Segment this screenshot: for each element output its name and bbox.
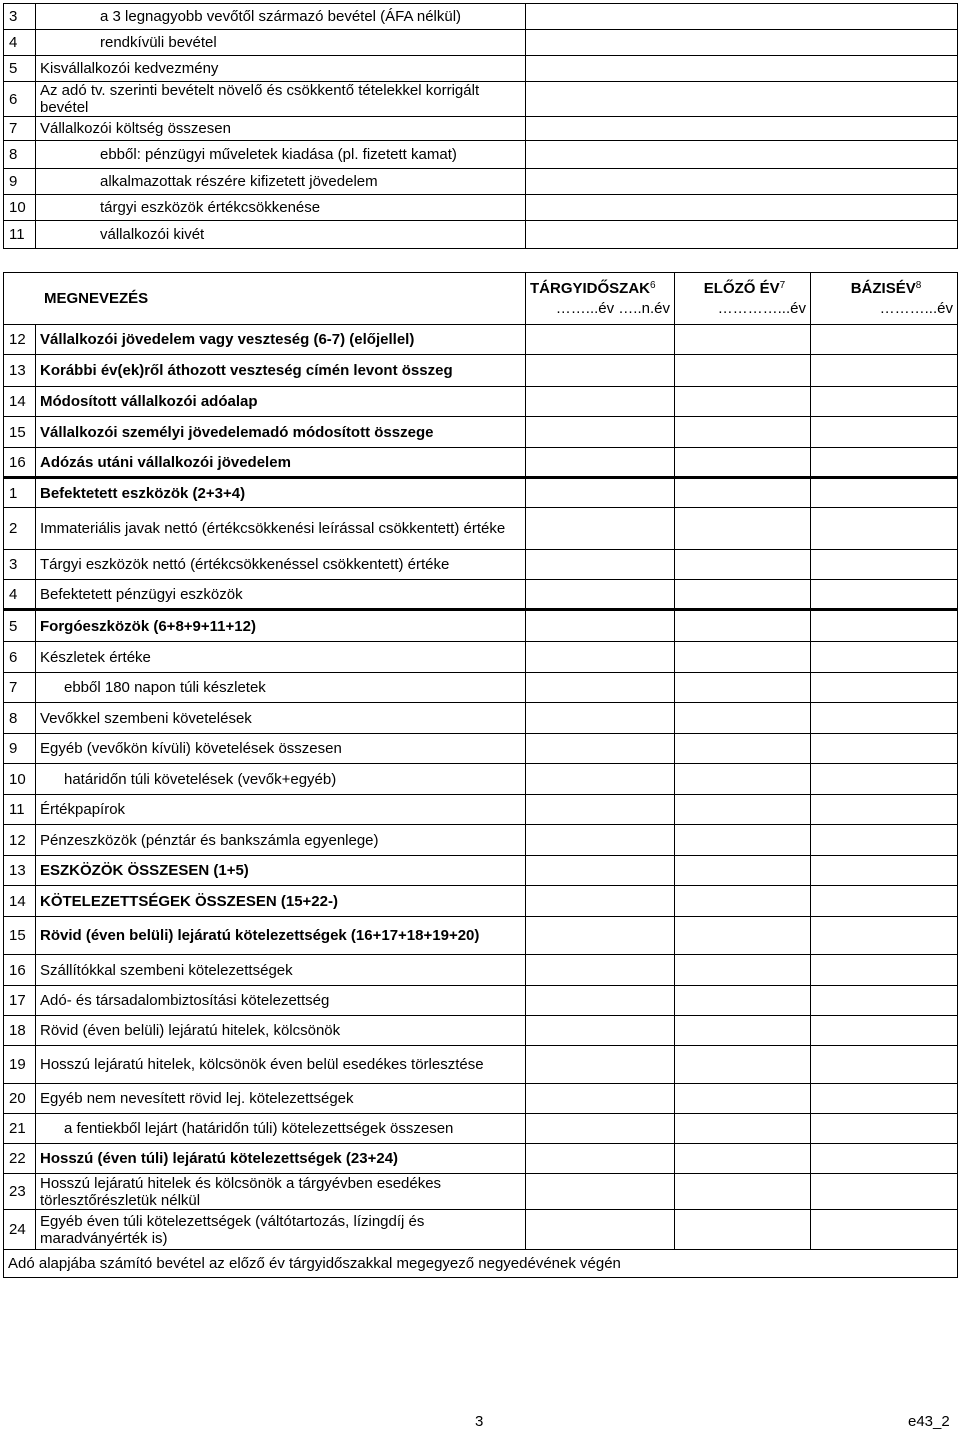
value-cell[interactable]: [526, 795, 675, 825]
value-cell[interactable]: [526, 82, 958, 117]
value-cell[interactable]: [675, 917, 811, 955]
row-number: 18: [4, 1016, 36, 1046]
row-label: Befektetett pénzügyi eszközök: [36, 580, 526, 610]
row-number: 14: [4, 387, 36, 417]
row-label: vállalkozói kivét: [36, 221, 526, 249]
value-cell[interactable]: [675, 795, 811, 825]
form-code: e43_2: [908, 1413, 950, 1430]
value-cell[interactable]: [675, 580, 811, 610]
table-row: [4, 1250, 958, 1278]
row-label: Rövid (éven belüli) lejáratú kötelezettségek (16+17+18+19+20): [36, 917, 526, 955]
table-row: [4, 1084, 958, 1114]
row-label: alkalmazottak részére kifizetett jövedelem: [36, 169, 526, 195]
value-cell[interactable]: [526, 580, 675, 610]
value-cell[interactable]: [526, 4, 958, 30]
row-number: 11: [4, 795, 36, 825]
row-label: Immateriális javak nettó (értékcsökkenési leírással csökkentett) értéke: [36, 508, 526, 550]
value-cell[interactable]: [811, 703, 958, 734]
row-number: 15: [4, 917, 36, 955]
value-cell[interactable]: [526, 221, 958, 249]
table-row: [4, 673, 958, 703]
value-cell[interactable]: [811, 580, 958, 610]
row-label: Hosszú lejáratú hitelek, kölcsönök éven belül esedékes törlesztése: [36, 1046, 526, 1084]
value-cell[interactable]: [811, 417, 958, 448]
value-cell[interactable]: [675, 642, 811, 673]
row-label: Vevőkkel szembeni követelések: [36, 703, 526, 734]
row-label: Vállalkozói személyi jövedelemadó módosított összege: [36, 417, 526, 448]
value-cell[interactable]: [811, 1174, 958, 1210]
row-number: 22: [4, 1144, 36, 1174]
row-number: 5: [4, 56, 36, 82]
row-label: Készletek értéke: [36, 642, 526, 673]
value-cell[interactable]: [526, 478, 675, 508]
value-cell[interactable]: [675, 856, 811, 886]
row-number: 9: [4, 734, 36, 764]
value-cell[interactable]: [675, 703, 811, 734]
value-cell[interactable]: [811, 764, 958, 795]
row-label: ebből: pénzügyi műveletek kiadása (pl. fizetett kamat): [36, 141, 526, 169]
value-cell[interactable]: [811, 642, 958, 673]
value-cell[interactable]: [811, 550, 958, 580]
base-year-title: BÁZISÉV: [850, 280, 916, 297]
table-row: [4, 4, 958, 30]
value-cell[interactable]: [675, 1114, 811, 1144]
table-row: [4, 478, 958, 508]
row-label: a 3 legnagyobb vevőtől származó bevétel (ÁFA nélkül): [36, 4, 526, 30]
value-cell[interactable]: [526, 610, 675, 642]
row-label: Korábbi év(ek)ről áthozott veszteség címén levont összeg: [36, 355, 526, 387]
value-cell[interactable]: [811, 387, 958, 417]
value-cell[interactable]: [526, 886, 675, 917]
table-row: [4, 508, 958, 550]
table-row: [4, 917, 958, 955]
value-cell[interactable]: [675, 610, 811, 642]
row-label: Módosított vállalkozói adóalap: [36, 387, 526, 417]
value-cell[interactable]: [526, 1144, 675, 1174]
value-cell[interactable]: [526, 673, 675, 703]
value-cell[interactable]: [811, 886, 958, 917]
row-number: 14: [4, 886, 36, 917]
row-number: 12: [4, 325, 36, 355]
row-label: Forgóeszközök (6+8+9+11+12): [36, 610, 526, 642]
row-label: KÖTELEZETTSÉGEK ÖSSZESEN (15+22-): [36, 886, 526, 917]
row-number: 11: [4, 221, 36, 249]
value-cell[interactable]: [526, 448, 675, 478]
row-number: 13: [4, 856, 36, 886]
row-number: 21: [4, 1114, 36, 1144]
row-label: Kisvállalkozói kedvezmény: [36, 56, 526, 82]
value-cell[interactable]: [811, 1114, 958, 1144]
value-cell[interactable]: [526, 825, 675, 856]
row-label: Szállítókkal szembeni kötelezettségek: [36, 955, 526, 986]
row-number: 15: [4, 417, 36, 448]
row-number: 6: [4, 642, 36, 673]
row-label: Tárgyi eszközök nettó (értékcsökkenéssel csökkentett) értéke: [36, 550, 526, 580]
value-cell[interactable]: [526, 856, 675, 886]
value-cell[interactable]: [811, 917, 958, 955]
value-cell[interactable]: [675, 1174, 811, 1210]
row-label: Az adó tv. szerinti bevételt növelő és csökkentő tételekkel korrigált bevétel: [36, 82, 526, 117]
value-cell[interactable]: [811, 478, 958, 508]
value-cell[interactable]: [675, 417, 811, 448]
column-header-base-year: [811, 273, 958, 325]
value-cell[interactable]: [526, 169, 958, 195]
row-label: Egyéb éven túli kötelezettségek (váltótartozás, lízingdíj és maradványérték is): [36, 1210, 526, 1250]
value-cell[interactable]: [526, 30, 958, 56]
value-cell[interactable]: [526, 117, 958, 141]
row-label: Befektetett eszközök (2+3+4): [36, 478, 526, 508]
value-cell[interactable]: [811, 610, 958, 642]
value-cell[interactable]: [526, 1114, 675, 1144]
row-label: rendkívüli bevétel: [36, 30, 526, 56]
footnote-ref: 6: [650, 280, 656, 291]
page-number: 3: [475, 1413, 484, 1430]
table-row: [4, 580, 958, 610]
value-cell[interactable]: [526, 1174, 675, 1210]
value-cell[interactable]: [675, 1046, 811, 1084]
table-row: [4, 448, 958, 478]
value-cell[interactable]: [526, 642, 675, 673]
value-cell[interactable]: [675, 886, 811, 917]
current-period-subtitle: ……...év …..n.év: [555, 300, 670, 317]
value-cell[interactable]: [811, 1144, 958, 1174]
table-row: [4, 610, 958, 642]
value-cell[interactable]: [675, 825, 811, 856]
value-cell[interactable]: [811, 325, 958, 355]
value-cell[interactable]: [526, 703, 675, 734]
base-year-subtitle: ………...év: [879, 300, 953, 317]
table-row: [4, 141, 958, 169]
table-row: [4, 221, 958, 249]
table-row: [4, 30, 958, 56]
row-number: 24: [4, 1210, 36, 1250]
value-cell[interactable]: [675, 325, 811, 355]
value-cell[interactable]: [675, 673, 811, 703]
table-row: [4, 703, 958, 734]
row-number: 8: [4, 703, 36, 734]
table-row: [4, 117, 958, 141]
previous-year-title: ELŐZŐ ÉV: [703, 280, 780, 297]
value-cell[interactable]: [811, 355, 958, 387]
table-row: [4, 986, 958, 1016]
value-cell[interactable]: [526, 764, 675, 795]
value-cell[interactable]: [526, 1046, 675, 1084]
row-label: Vállalkozói jövedelem vagy veszteség (6-7) (előjellel): [36, 325, 526, 355]
value-cell[interactable]: [526, 550, 675, 580]
value-cell[interactable]: [526, 387, 675, 417]
value-cell[interactable]: [675, 734, 811, 764]
value-cell[interactable]: [675, 955, 811, 986]
row-label: határidőn túli követelések (vevők+egyéb): [36, 764, 526, 795]
table-row: [4, 734, 958, 764]
value-cell[interactable]: [526, 1210, 675, 1250]
table-row: [4, 550, 958, 580]
value-cell[interactable]: [675, 387, 811, 417]
table-row: [4, 1016, 958, 1046]
balance-table: [3, 272, 958, 1278]
table-row: [4, 1144, 958, 1174]
row-number: 10: [4, 195, 36, 221]
row-number: 16: [4, 955, 36, 986]
value-cell[interactable]: [811, 825, 958, 856]
row-number: 3: [4, 4, 36, 30]
value-cell[interactable]: [675, 1016, 811, 1046]
income-table: [3, 3, 958, 249]
row-label: Egyéb nem nevesített rövid lej. kötelezettségek: [36, 1084, 526, 1114]
row-label: Hosszú lejáratú hitelek és kölcsönök a tárgyévben esedékes törlesztőrészletük nélkül: [36, 1174, 526, 1210]
row-number: 6: [4, 82, 36, 117]
row-number: 7: [4, 117, 36, 141]
value-cell[interactable]: [526, 141, 958, 169]
value-cell[interactable]: [526, 917, 675, 955]
footnote-row: Adó alapjába számító bevétel az előző év tárgyidőszakkal megegyező negyedévének végén: [4, 1250, 958, 1278]
value-cell[interactable]: [675, 550, 811, 580]
value-cell[interactable]: [811, 1210, 958, 1250]
value-cell[interactable]: [811, 1046, 958, 1084]
table-row: [4, 955, 958, 986]
table-row: [4, 195, 958, 221]
row-number: 2: [4, 508, 36, 550]
value-cell[interactable]: [811, 955, 958, 986]
row-number: 16: [4, 448, 36, 478]
value-cell[interactable]: [811, 1084, 958, 1114]
row-number: 20: [4, 1084, 36, 1114]
value-cell[interactable]: [675, 355, 811, 387]
value-cell[interactable]: [811, 856, 958, 886]
value-cell[interactable]: [526, 195, 958, 221]
row-number: 13: [4, 355, 36, 387]
row-number: 9: [4, 169, 36, 195]
value-cell[interactable]: [675, 508, 811, 550]
row-label: tárgyi eszközök értékcsökkenése: [36, 195, 526, 221]
row-number: 4: [4, 30, 36, 56]
row-label: Adó- és társadalombiztosítási kötelezettség: [36, 986, 526, 1016]
row-label: a fentiekből lejárt (határidőn túli) kötelezettségek összesen: [36, 1114, 526, 1144]
row-number: 8: [4, 141, 36, 169]
table-row: [4, 1174, 958, 1210]
row-label: ebből 180 napon túli készletek: [36, 673, 526, 703]
table-row: [4, 387, 958, 417]
value-cell[interactable]: [526, 955, 675, 986]
table-row: [4, 56, 958, 82]
row-number: 17: [4, 986, 36, 1016]
table-row: [4, 417, 958, 448]
value-cell[interactable]: [526, 355, 675, 387]
value-cell[interactable]: [526, 56, 958, 82]
previous-year-subtitle: …………...év: [717, 300, 806, 317]
value-cell[interactable]: [811, 673, 958, 703]
current-period-title: TÁRGYIDŐSZAK: [530, 280, 650, 297]
column-header-current-period: [526, 273, 675, 325]
table-row: [4, 825, 958, 856]
value-cell[interactable]: [526, 417, 675, 448]
row-label: Rövid (éven belüli) lejáratú hitelek, kölcsönök: [36, 1016, 526, 1046]
row-label: Vállalkozói költség összesen: [36, 117, 526, 141]
value-cell[interactable]: [675, 1084, 811, 1114]
table-row: [4, 856, 958, 886]
table-row: [4, 1046, 958, 1084]
table-row: [4, 764, 958, 795]
value-cell[interactable]: [675, 478, 811, 508]
row-label: Adózás utáni vállalkozói jövedelem: [36, 448, 526, 478]
table-row: [4, 795, 958, 825]
table-row: [4, 325, 958, 355]
table-row: [4, 169, 958, 195]
table-row: [4, 886, 958, 917]
row-number: 10: [4, 764, 36, 795]
table-row: [4, 82, 958, 117]
value-cell[interactable]: [811, 986, 958, 1016]
column-header-previous-year: [675, 273, 811, 325]
value-cell[interactable]: [675, 1144, 811, 1174]
row-label: Egyéb (vevőkön kívüli) követelések összesen: [36, 734, 526, 764]
value-cell[interactable]: [811, 795, 958, 825]
table-header-row: [4, 273, 958, 325]
table-row: [4, 1114, 958, 1144]
row-number: 3: [4, 550, 36, 580]
table-row: [4, 642, 958, 673]
value-cell[interactable]: [811, 448, 958, 478]
value-cell[interactable]: [675, 764, 811, 795]
value-cell[interactable]: [675, 1210, 811, 1250]
row-number: 5: [4, 610, 36, 642]
row-number: 1: [4, 478, 36, 508]
row-number: 7: [4, 673, 36, 703]
row-number: 19: [4, 1046, 36, 1084]
row-number: 23: [4, 1174, 36, 1210]
value-cell[interactable]: [526, 325, 675, 355]
row-label: Pénzeszközök (pénztár és bankszámla egyenlege): [36, 825, 526, 856]
row-label: Hosszú (éven túli) lejáratú kötelezettségek (23+24): [36, 1144, 526, 1174]
table-row: [4, 1210, 958, 1250]
value-cell[interactable]: [526, 1016, 675, 1046]
value-cell[interactable]: [811, 734, 958, 764]
value-cell[interactable]: [526, 986, 675, 1016]
row-label: Értékpapírok: [36, 795, 526, 825]
column-header-name: MEGNEVEZÉS: [4, 273, 526, 325]
footnote-ref: 8: [915, 280, 922, 291]
table-row: [4, 355, 958, 387]
row-number: 12: [4, 825, 36, 856]
value-cell[interactable]: [811, 508, 958, 550]
value-cell[interactable]: [675, 986, 811, 1016]
footnote-ref: 7: [779, 280, 786, 291]
value-cell[interactable]: [526, 734, 675, 764]
value-cell[interactable]: [675, 448, 811, 478]
value-cell[interactable]: [811, 1016, 958, 1046]
value-cell[interactable]: [526, 1084, 675, 1114]
row-label: ESZKÖZÖK ÖSSZESEN (1+5): [36, 856, 526, 886]
value-cell[interactable]: [526, 508, 675, 550]
row-number: 4: [4, 580, 36, 610]
